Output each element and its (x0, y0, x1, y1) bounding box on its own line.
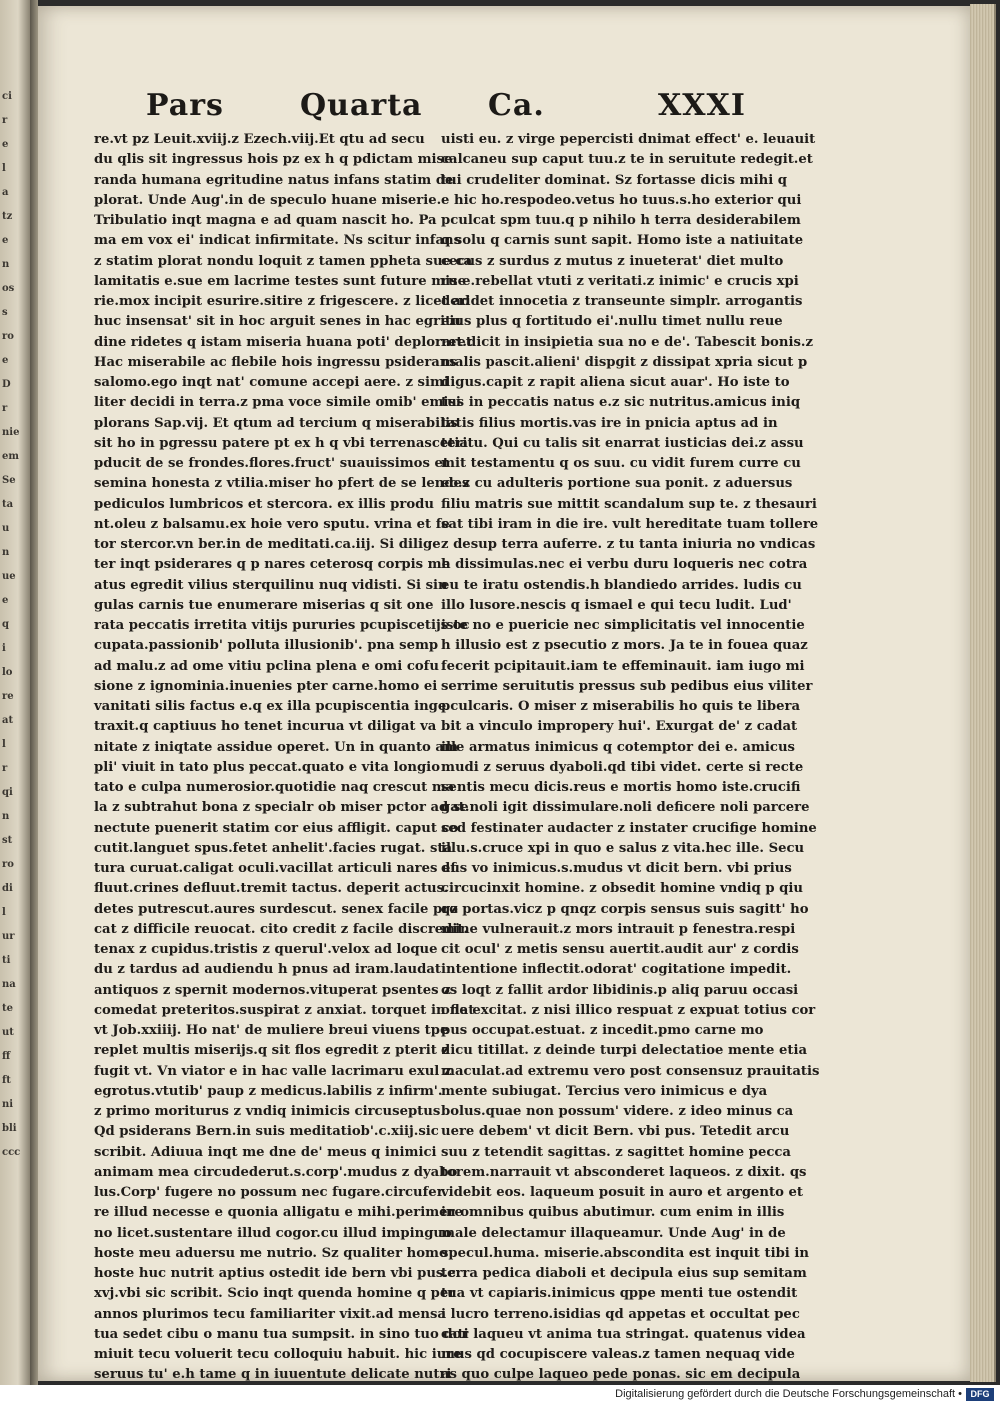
margin-fragment: na (2, 979, 16, 990)
margin-fragment: ut (2, 1027, 14, 1038)
text-line: tua sedet cibu o manu tua sumpsit. in sino tuo dor (94, 1326, 469, 1342)
margin-fragment: e (2, 235, 9, 246)
text-line: sat tibi iram in die ire. vult hereditate tuam tollere (441, 516, 819, 532)
text-line: fugit vt. Vn viator e in hac valle lacrimaru exul z (94, 1063, 452, 1079)
margin-fragment: ni (2, 1099, 14, 1110)
text-line: eo.z cu adulteris portione sua ponit. z aduersus (441, 476, 793, 492)
margin-fragment: di (2, 883, 13, 894)
text-line: pculcat spm tuu.q p nihilo h terra desiderabilem (441, 213, 801, 228)
margin-fragment: ft (2, 1075, 11, 1086)
text-line: tura curuat.caligat oculi.vacillat articuli nares ef (94, 861, 457, 876)
text-line: plorat. Unde Aug'.in de speculo huane miserie. (94, 192, 442, 208)
text-line: traxit.q captiuus ho tenet incurua vt diligat va (94, 719, 437, 735)
margin-fragment: r (2, 403, 8, 414)
text-line: vt Job.xxiiij. Ho nat' de muliere breui viuens tpe (94, 1023, 449, 1038)
margin-fragment: ti (2, 955, 11, 966)
text-line: salomo.ego inqt nat' comune accepi aere. z simi (94, 375, 449, 390)
text-line: ad malu.z ad ome vitiu pclina plena e omi cofu (94, 658, 439, 674)
text-line: tatis filius mortis.vas ire in pnicia aptus ad in (441, 415, 778, 431)
text-line: fecerit pcipitauit.iam te effeminauit. iam iugo mi (441, 658, 805, 674)
text-line: semina honesta z vtilia.miser ho pfert de se lendes (94, 476, 470, 492)
text-line: specul.huma. miserie.abscondita est inquit tibi in (441, 1245, 810, 1261)
dfg-logo: DFG (966, 1388, 994, 1401)
text-line: cupata.passionib' polluta illusionib'. pna semp (94, 638, 439, 654)
text-line: ret.dicit in insipietia sua no e de'. Tabescit bonis.z (441, 334, 813, 350)
header-chapter-label: Ca. (488, 88, 545, 123)
text-line: pducit de se frondes.flores.fruct' suauissimos et (94, 456, 449, 471)
text-line: re.vt pz Leuit.xviij.z Ezech.viij.Et qtu ad secu (94, 132, 425, 147)
margin-fragment: e (2, 139, 9, 150)
text-line: qz portas.vicz p qnqz corpis sensus suis sagitt' ho (441, 901, 809, 917)
text-line: nt.oleu z balsamu.ex hoie vero sputu. vrina et fe (94, 516, 450, 532)
margin-fragment: st (2, 835, 13, 846)
text-line: mit testamentu q os suu. cu vidit furem curre cu (441, 456, 801, 471)
text-line: sione z ignominia.inuenies pter carne.homo ei (94, 678, 438, 694)
margin-fragment: Se (2, 475, 16, 486)
text-line: lamitatis e.sue em lacrime testes sunt future mise (94, 273, 466, 289)
text-line: maculat.ad extremu vero post consensuz prauitatis (441, 1063, 820, 1079)
header-quarta: Quarta (300, 88, 423, 123)
margin-fragment: qi (2, 787, 13, 798)
text-line: scribit. Adiuua inqt me dne de' meus q inimici (94, 1144, 437, 1160)
book-page (38, 6, 970, 1381)
text-line: sit ho in pgressu patere pt ex h q vbi terrenascetia (94, 435, 468, 451)
margin-fragment: os (2, 283, 15, 294)
text-line: z statim plorat nondu loquit z tamen ppheta sue ca (94, 253, 473, 269)
text-line: nectute puenerit statim cor eius affligit. caput co (94, 820, 459, 836)
text-column-right (441, 130, 820, 1383)
margin-fragment: D (2, 379, 11, 390)
text-line: detes putrescut.aures surdescut. senex facile pro (94, 901, 458, 917)
text-line: tua vt capiaris.inimicus qppe menti tue ostendit (441, 1286, 798, 1302)
text-line: i lucro terreno.isidias qd appetas et occultat pec (441, 1306, 800, 1322)
text-line: iste no e puericie nec simplicitatis vel innocentie (441, 618, 805, 633)
text-line: gat.noli igit dissimulare.noli deficere noli parcere (441, 800, 810, 816)
text-line: pediculos lumbricos et stercora. ex illis produ (94, 496, 434, 512)
text-line: tato e culpa numerosior.quotidie naq crescut ma (94, 780, 455, 795)
text-line: mus qd cocupiscere valeas.z tamen nequaq vide (441, 1347, 795, 1362)
text-line: pculcaris. O miser z miserabilis ho quis te libera (441, 699, 801, 714)
text-line: mente subiugat. Tercius vero inimicus e dya (441, 1083, 768, 1099)
text-line: cecus z surdus z mutus z inueterat' diet multo (441, 253, 784, 269)
text-line: sed festinater audacter z instater crucifige homine (441, 820, 817, 836)
text-line: Qd psiderans Bern.in suis meditatiob'.c.xiij.sic (94, 1124, 439, 1140)
text-line: malis pascit.alieni' dispgit z dissipat xpria sicut p (441, 354, 808, 370)
text-line: dus vo inimicus.s.mudus vt dicit bern. vbi prius (441, 861, 792, 876)
text-line: ru e.rebellat vtuti z veritati.z inimic' e crucis xpi (441, 273, 799, 289)
page-stack-edges (970, 4, 996, 1382)
margin-fragment: e (2, 595, 9, 606)
text-line: du z tardus ad audiendu h pnus ad iram.laudat (94, 962, 441, 978)
text-line: rie.mox incipit esurire.sitire z frigescere. z licet ad (94, 294, 471, 309)
margin-fragment: q (2, 619, 9, 630)
text-line: ille armatus inimicus q cotemptor dei e. amicus (441, 739, 795, 755)
text-line: e hic ho.respodeo.vetus ho tuus.s.ho exterior qui (441, 192, 802, 208)
margin-fragment: em (2, 451, 19, 462)
text-line: ter inqt psiderares q p nares ceterosq corpis me (94, 557, 450, 573)
text-line: cit ocul' z metis sensu auertit.audit aur' z cordis (441, 942, 799, 957)
text-line: mine vulnerauit.z mors intrauit p fenestra.respi (441, 921, 796, 937)
margin-fragment: ta (2, 499, 14, 510)
text-line: rata peccatis irretita vitijs pururies pcupiscetijs oc (94, 618, 470, 633)
text-line: tus in peccatis natus e.z sic nutritus.amicus iniq (441, 395, 801, 411)
margin-fragment: s (2, 307, 8, 318)
margin-fragment: n (2, 547, 10, 558)
margin-fragment: bli (2, 1123, 17, 1134)
text-line: os loqt z fallit ardor libidinis.p aliq paruu occasi (441, 982, 799, 998)
text-line: intentione inflectit.odorat' cogitatione impedit. (441, 962, 792, 978)
text-line: deridet innocetia z transeunte simplr. arrogantis (441, 294, 803, 309)
margin-fragment: te (2, 1003, 13, 1014)
footer-bar (0, 1385, 1000, 1405)
text-line: videbit eos. laqueum posuit in auro et argento et (441, 1185, 803, 1200)
text-line: in omnibus quibus abutimur. cum enim in illis (441, 1205, 785, 1221)
text-line: replet multis miserijs.q sit flos egredit z pterit z (94, 1043, 449, 1059)
margin-fragment: e (2, 355, 9, 366)
text-line: uisti eu. z virge pepercisti dnimat effect' e. leuauit (441, 132, 816, 147)
text-line: gulas carnis tue enumerare miserias q sit one (94, 597, 434, 613)
text-line: filiu matris sue mittit scandalum sup te. z thesauri (441, 496, 817, 512)
text-line: atus egredit vilius sterquilinu nuq vidisti. Si sin (94, 577, 448, 593)
margin-fragment: ur (2, 931, 15, 942)
margin-fragment: n (2, 811, 10, 822)
text-line: miuit tecu voluerit tecu colloquiu habuit. hic iure (94, 1347, 462, 1362)
margin-fragment: lo (2, 667, 13, 678)
margin-fragment: ci (2, 91, 12, 102)
margin-fragment: tz (2, 211, 13, 222)
text-line: q solu q carnis sunt sapit. Homo iste a natiuitate (441, 233, 804, 249)
margin-fragment: nie (2, 427, 20, 438)
text-line: huc insensat' sit in hoc arguit senes in hac egritu (94, 314, 461, 330)
text-line: annos plurimos tecu familiariter vixit.ad mensa (94, 1306, 446, 1322)
text-line: as quo culpe laqueo pede ponas. sic em decipula (441, 1367, 801, 1383)
text-line: lus.Corp' fugere no possum nec fugare.circufer (94, 1185, 444, 1200)
margin-fragment: ue (2, 571, 16, 582)
text-line: egrotus.vtutib' paup z medicus.labilis z infirm'. (94, 1083, 443, 1099)
text-line: liter decidi in terra.z pma voce simile omib' emisi (94, 395, 461, 411)
margin-fragment: l (2, 163, 6, 174)
book-gutter (30, 0, 38, 1385)
text-line: eius plus q fortitudo ei'.nullu timet nullu reue (441, 314, 783, 330)
text-line: mudi z seruus dyaboli.qd tibi videt. certe si recte (441, 759, 804, 775)
text-line: antiquos z spernit modernos.vituperat psentes z (94, 982, 451, 998)
text-line: terra pedica diaboli et decipula eius sup semitam (441, 1266, 807, 1281)
text-line: cutit.languet spus.fetet anhelit'.facies rugat. sta (94, 840, 453, 856)
text-line: vanitati silis factus e.q ex illa pcupiscentia inge (94, 699, 447, 714)
text-line: h dissimulas.nec ei verbu duru loqueris nec cotra (441, 557, 808, 573)
text-line: seruus tu' e.h tame q in iuuentute delicate nutri (94, 1367, 452, 1383)
text-line: suu z tetendit sagittas. z sagittet homine pecca (441, 1144, 791, 1160)
text-line: teritu. Qui cu talis sit enarrat iusticias dei.z assu (441, 435, 804, 451)
margin-fragment: ro (2, 859, 14, 870)
header-part: Pars (146, 88, 224, 123)
text-line: fluut.crines defluut.tremit tactus. deperit actus. (94, 881, 449, 897)
footer-credit: Digitalisierung gefördert durch die Deutsche Forschungsgemeinschaft • (615, 1388, 962, 1400)
text-line: pus occupat.estuat. z incedit.pmo carne mo (441, 1023, 764, 1038)
text-line: dicu titillat. z deinde turpi delectatioe mente etia (441, 1043, 808, 1059)
text-column-left (94, 130, 475, 1383)
margin-fragment: a (2, 187, 9, 198)
margin-fragment: i (2, 643, 6, 654)
margin-fragment: u (2, 523, 10, 534)
text-line: male delectamur illaqueamur. Unde Aug' in de (441, 1225, 786, 1241)
margin-fragment: at (2, 715, 14, 726)
running-header (38, 88, 970, 128)
text-line: h illusio est z psecutio z mors. Ja te in fouea quaz (441, 638, 808, 654)
margin-fragment: ro (2, 331, 14, 342)
text-line: tor stercor.vn ber.in de meditati.ca.iij. Si dilige (94, 537, 441, 552)
text-line: calcaneu sup caput tuu.z te in seruitute redegit.et (441, 152, 813, 168)
text-line: eu te iratu ostendis.h blandiedo arrides. ludis cu (441, 577, 802, 593)
text-line: dine ridetes q istam miseria huana poti' deploraret (94, 334, 472, 350)
margin-fragment: ccc (2, 1147, 21, 1158)
text-line: one excitat. z nisi illico respuat z expuat totius cor (441, 1002, 816, 1018)
margin-fragment: ff (2, 1051, 11, 1062)
text-line: torem.narrauit vt absconderet laqueos. z dixit. qs (441, 1164, 807, 1180)
text-line: z desup terra auferre. z tu tanta iniuria no vndicas (441, 537, 816, 552)
text-line: bolus.quae non possum' videre. z ideo minus ca (441, 1104, 794, 1119)
text-line: randa humana egritudine natus infans statim de (94, 172, 454, 188)
text-line: xvj.vbi sic scribit. Scio inqt quenda homine q per (94, 1286, 456, 1302)
text-line: nitate z iniqtate assidue operet. Un in quanto am (94, 739, 458, 755)
text-line: ma em vox ei' indicat infirmitate. Ns scitur infans (94, 233, 462, 249)
text-line: circucinxit homine. z obsedit homine vndiq p qiu (441, 881, 803, 897)
text-line: uere debem' vt dicit Bern. vbi pus. Tetedit arcu (441, 1124, 790, 1140)
text-line: digus.capit z rapit aliena sicut auar'. Ho iste to (441, 375, 790, 390)
text-line: no licet.sustentare illud cogor.cu illud impinguo (94, 1225, 452, 1241)
margin-fragment: l (2, 907, 6, 918)
text-line: hoste huc nutrit aptius ostedit ide bern vbi pus.c. (94, 1266, 461, 1281)
text-line: la z subtrahut bona z specialr ob miser pctor ad se (94, 800, 469, 816)
text-line: pli' viuit in tato plus peccat.quato e vita longio (94, 759, 440, 775)
text-line: illo lusore.nescis q ismael e qui tecu ludit. Lud' (441, 597, 792, 613)
text-line: cat z difficile reuocat. cito credit z facile discredit. (94, 921, 469, 937)
text-line: Tribulatio inqt magna e ad quam nascit ho. Pa (94, 213, 437, 228)
margin-fragment: l (2, 739, 6, 750)
margin-fragment: r (2, 115, 8, 126)
margin-fragment: n (2, 259, 10, 270)
text-line: tenax z cupidus.tristis z querul'.velox ad loque (94, 942, 438, 957)
text-line: sentis mecu dicis.reus e mortis homo iste.crucifi (441, 780, 801, 795)
header-folio-number: XXXI (658, 88, 746, 123)
text-line: serrime seruitutis pressus sub pedibus eius viliter (441, 678, 813, 694)
text-line: tui crudeliter dominat. Sz fortasse dicis mihi q (441, 172, 788, 188)
text-line: plorans Sap.vij. Et qtum ad tercium q miserabilis (94, 415, 458, 431)
text-line: z primo moriturus z vndiq inimicis circuseptus (94, 1104, 441, 1119)
text-line: du qlis sit ingressus hois pz ex h q pdictam mise (94, 152, 453, 168)
margin-fragment: r (2, 763, 8, 774)
text-line: cati laqueu vt anima tua stringat. quatenus videa (441, 1326, 806, 1342)
text-line: bit a vinculo impropery hui'. Exurgat de' z cadat (441, 719, 798, 735)
text-line: animam mea circudederut.s.corp'.mudus z dyabo (94, 1164, 458, 1180)
margin-fragment: re (2, 691, 14, 702)
text-line: Hac miserabile ac flebile hois ingressu psiderans (94, 354, 457, 370)
text-line: hoste meu aduersu me nutrio. Sz qualiter homo (94, 1245, 448, 1261)
adjacent-page-edge (0, 0, 30, 1385)
text-line: illu.s.cruce xpi in quo e salus z vita.hec ille. Secu (441, 840, 805, 856)
text-line: re illud necesse e quonia alligatu e mihi.perimere (94, 1205, 463, 1221)
text-line: comedat preteritos.suspirat z anxiat. torquet in flat (94, 1002, 475, 1018)
